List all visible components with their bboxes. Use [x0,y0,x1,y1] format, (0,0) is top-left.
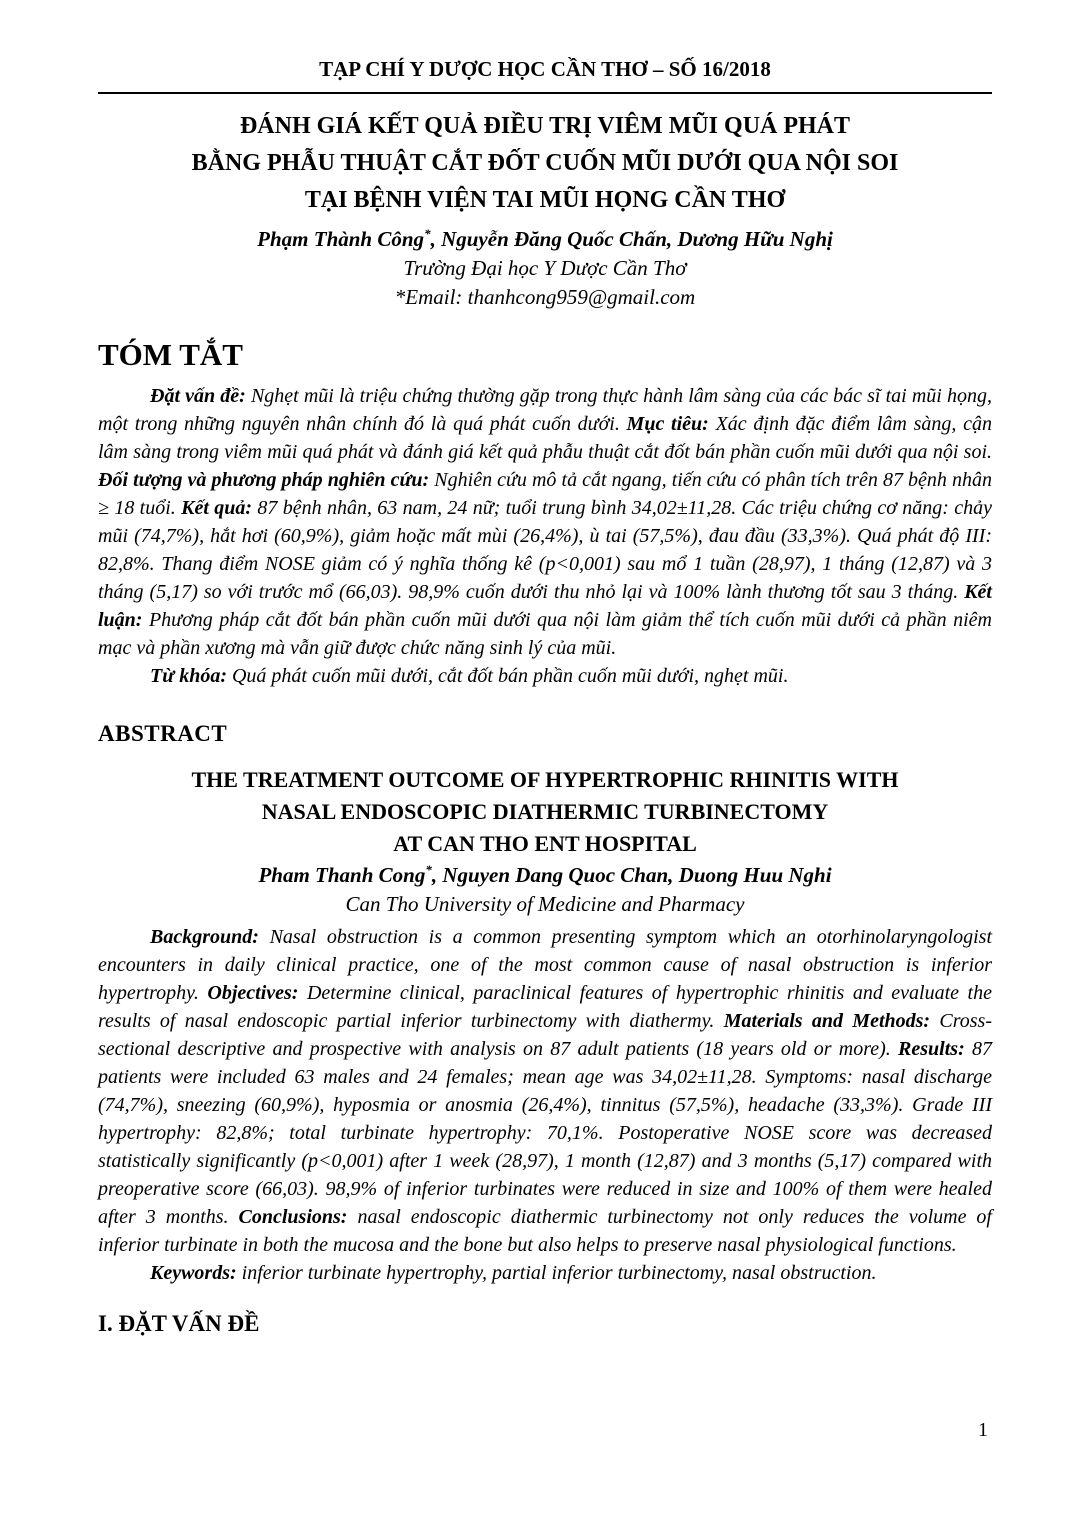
abstract-text-vi: Đặt vấn đề: Nghẹt mũi là triệu chứng thường gặp trong thực hành lâm sàng của các bác sĩ tai mũi họng, một trong những nguyên nhân chính đó là quá phát cuốn dưới. Mục tiêu: Xác định đặc điểm lâm sàng, cận lâm sàng trong viêm mũi quá phát và đánh giá kết quả phẫu thuật cắt đốt bán phần cuốn mũi dưới qua nội soi. Đối tượng và phương pháp nghiên cứu: Nghiên cứu mô tả cắt ngang, tiến cứu có phân tích trên 87 bệnh nhân ≥ 18 tuổi. Kết quả: 87 bệnh nhân, 63 nam, 24 nữ; tuổi trung bình 34,02±11,28. Các triệu chứng cơ năng: chảy mũi (74,7%), hắt hơi (60,9%), giảm hoặc mất mùi (26,4%), ù tai (57,5%), đau đầu (33,3%). Quá phát độ III: 82,8%. Thang điểm NOSE giảm có ý nghĩa thống kê (p<0,001) sau mổ 1 tuần (28,97), 1 tháng (12,87) và 3 tháng (5,17) so với trước mổ (66,03). 98,9% cuốn dưới thu nhỏ lại và 100% lành thương tốt sau 3 tháng. Kết luận: Phương pháp cắt đốt bán phần cuốn mũi dưới qua nội làm giảm thể tích cuốn mũi dưới cả phần niêm mạc và phần xương mà vẫn giữ được chức năng sinh lý của mũi. [98,385,993,659]
section-1-heading: I. ĐẶT VẤN ĐỀ [98,1311,260,1336]
abstract-heading-en: ABSTRACT [98,721,228,746]
journal-header [98,56,992,94]
article-title-vi-line-1: ĐÁNH GIÁ KẾT QUẢ ĐIỀU TRỊ VIÊM MŨI QUÁ PHÁT [239,113,851,139]
page-number: 1 [978,1419,988,1441]
article-title-en-line-2: NASAL ENDOSCOPIC DIATHERMIC TURBINECTOMY [261,799,829,824]
article-title-en-line-3: AT CAN THO ENT HOSPITAL [393,831,697,856]
affiliation-vi: Trường Đại học Y Dược Cần Thơ [403,256,687,280]
article-title-vi-line-2: BẰNG PHẪU THUẬT CẮT ĐỐT CUỐN MŨI DƯỚI QUA NỘI SOI [191,150,899,176]
keywords-en: Keywords: inferior turbinate hypertrophy, partial inferior turbinectomy, nasal obstruction. [150,1262,877,1284]
article-title-en [98,764,992,860]
affiliation-en: Can Tho University of Medicine and Pharmacy [345,892,745,916]
authors-en: Pham Thanh Cong*, Nguyen Dang Quoc Chan, Duong Huu Nghi [258,862,832,887]
article-title-vi-line-3: TẠI BỆNH VIỆN TAI MŨI HỌNG CẦN THƠ [304,187,786,213]
abstract-block-en [98,923,992,1287]
keywords-vi: Từ khóa: Quá phát cuốn mũi dưới, cắt đốt bán phần cuốn mũi dưới, nghẹt mũi. [150,665,789,687]
journal-title: TẠP CHÍ Y DƯỢC HỌC CẦN THƠ – SỐ 16/2018 [319,57,771,81]
article-title-en-line-1: THE TREATMENT OUTCOME OF HYPERTROPHIC RHINITIS WITH [191,767,899,792]
abstract-text-en: Background: Nasal obstruction is a common presenting symptom which an otorhinolaryngologist encounters in daily clinical practice, one of the most common cause of nasal obstruction is inferior hypertrophy. Objectives: Determine clinical, paraclinical features of hypertrophic rhinitis and evaluate the results of nasal endoscopic partial inferior turbinectomy with diathermy. Materials and Methods: Cross-sectional descriptive and prospective with analysis on 87 adult patients (18 years old or more). Results: 87 patients were included 63 males and 24 females; mean age was 34,02±11,28. Symptoms: nasal discharge (74,7%), sneezing (60,9%), hyposmia or anosmia (26,4%), tinnitus (57,5%), headache (33,3%). Grade III hypertrophy: 82,8%; total turbinate hypertrophy: 70,1%. Postoperative NOSE score was decreased statistically significantly (p<0,001) after 1 week (28,97), 1 month (12,87) and 3 months (5,17) compared with preoperative score (66,03). 98,9% of inferior turbinates were reduced in size and 100% of them were healed after 3 months. Conclusions: nasal endoscopic diathermic turbinectomy not only reduces the volume of inferior turbinate in both the mucosa and the bone but also helps to preserve nasal physiological functions. [98,926,993,1256]
authors-vi: Phạm Thành Công*, Nguyễn Đăng Quốc Chấn, Dương Hữu Nghị [257,226,833,251]
abstract-heading-vi: TÓM TẮT [98,337,243,372]
email-line: *Email: thanhcong959@gmail.com [394,285,696,309]
article-title-vi [98,108,992,219]
